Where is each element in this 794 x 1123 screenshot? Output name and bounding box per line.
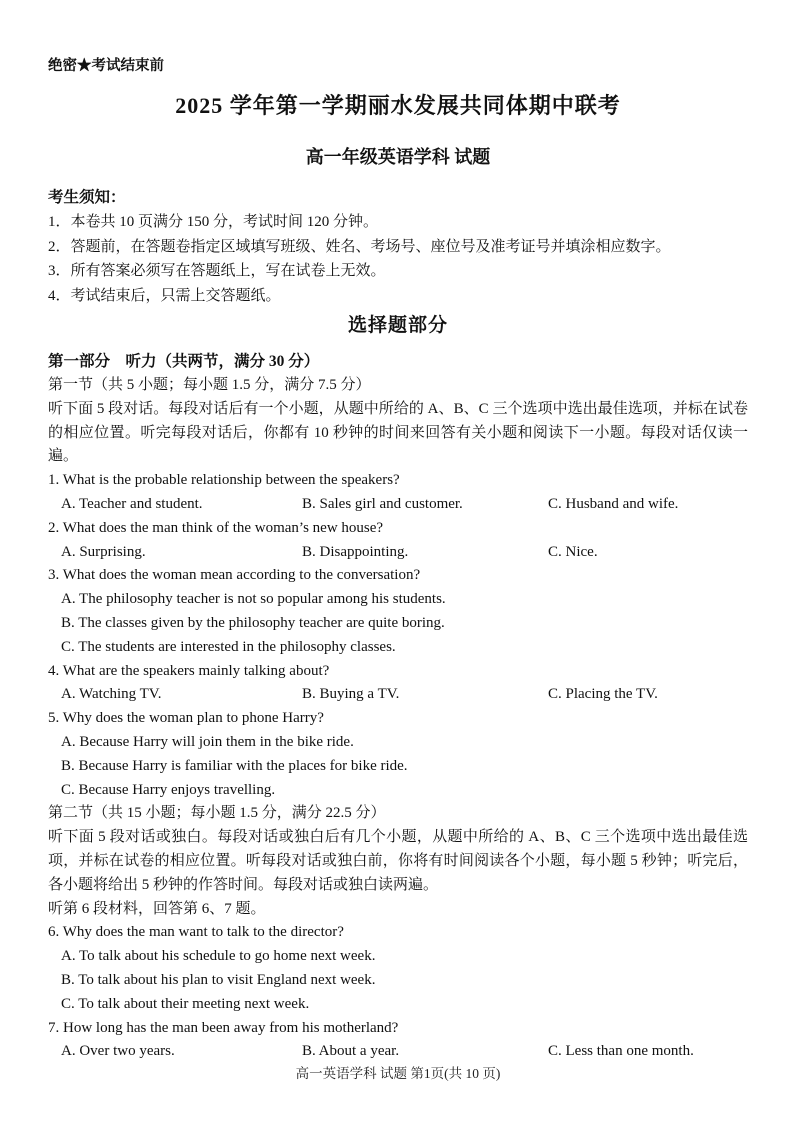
question-1 <box>48 469 748 517</box>
option-b: B. Sales girl and customer. <box>302 495 463 512</box>
option-c: C. Husband and wife. <box>548 495 679 512</box>
exam-title: 2025 学年第一学期丽水发展共同体期中联考 <box>175 93 621 118</box>
question-7 <box>48 1017 748 1065</box>
question-3 <box>48 564 748 659</box>
notice-item: 1．本卷共 10 页满分 150 分，考试时间 120 分钟。 <box>48 214 379 230</box>
page-footer: 高一英语学科 试题 第1页(共 10 页) <box>295 1066 501 1082</box>
option-a: A. To talk about his schedule to go home next week. <box>61 948 376 965</box>
classification-label: 绝密★考试结束前 <box>48 58 164 74</box>
option-c: C. The students are interested in the philosophy classes. <box>61 638 396 655</box>
question-text: 3. What does the woman mean according to the conversation? <box>48 567 421 584</box>
question-6 <box>48 921 748 1016</box>
question-text: 6. Why does the man want to talk to the director? <box>48 924 344 941</box>
notice-list <box>48 210 748 308</box>
option-a: A. Surprising. <box>61 543 146 560</box>
option-b: B. To talk about his plan to visit England next week. <box>61 971 376 988</box>
option-a: A. Teacher and student. <box>61 495 203 512</box>
option-a: A. The philosophy teacher is not so popular among his students. <box>61 591 446 608</box>
option-a: A. Over two years. <box>61 1043 175 1060</box>
section1-instructions: 听下面 5 段对话。每段对话后有一个小题，从题中所给的 A、B、C 三个选项中选出最佳选项，并标在试卷的相应位置。听完每段对话后，你都有 10 秒钟的时间来回答有关小题和阅读下一小题。每段对话仅读一遍。 <box>48 400 748 465</box>
question-text: 4. What are the speakers mainly talking about? <box>48 662 330 679</box>
option-b: B. Disappointing. <box>302 543 409 560</box>
option-a: A. Because Harry will join them in the bike ride. <box>61 733 354 750</box>
options-row <box>61 541 748 565</box>
notice-item: 3．所有答案必须写在答题纸上，写在试卷上无效。 <box>48 263 386 279</box>
part1-heading: 第一部分 听力（共两节，满分 30 分） <box>48 353 320 370</box>
options-row <box>61 493 748 517</box>
options-row <box>61 1040 748 1064</box>
choice-section-heading: 选择题部分 <box>347 315 448 336</box>
option-b: B. The classes given by the philosophy teacher are quite boring. <box>61 614 445 631</box>
option-c: C. Placing the TV. <box>548 686 658 703</box>
material-note: 听第 6 段材料，回答第 6、7 题。 <box>48 900 266 917</box>
options-row <box>61 683 748 707</box>
option-c: C. Because Harry enjoys travelling. <box>61 781 276 798</box>
question-text: 1. What is the probable relationship between the speakers? <box>48 472 400 489</box>
option-b: B. About a year. <box>302 1043 400 1060</box>
notice-item: 2．答题前，在答题卷指定区域填写班级、姓名、考场号、座位号及准考证号并填涂相应数字。 <box>48 238 671 255</box>
exam-subtitle: 高一年级英语学科 试题 <box>305 147 491 167</box>
question-text: 2. What does the man think of the woman’s new house? <box>48 519 384 536</box>
notice-item: 4．考试结束后，只需上交答题纸。 <box>48 287 281 304</box>
question-4 <box>48 660 748 708</box>
question-text: 7. How long has the man been away from his motherland? <box>48 1019 399 1036</box>
option-b: B. Buying a TV. <box>302 686 400 703</box>
option-b: B. Because Harry is familiar with the places for bike ride. <box>61 757 408 774</box>
section2-heading: 第二节（共 15 小题；每小题 1.5 分，满分 22.5 分） <box>48 805 386 822</box>
section2-instructions: 听下面 5 段对话或独白。每段对话或独白后有几个小题，从题中所给的 A、B、C 三个选项中选出最佳选项，并标在试卷的相应位置。听每段对话或独白前，你将有时间阅读各个小题，每小题 5 秒钟；听完后，各小题将给出 5 秒钟的作答时间。每段对话或独白读两遍。 <box>48 829 748 893</box>
question-5 <box>48 707 748 802</box>
question-text: 5. Why does the woman plan to phone Harry? <box>48 710 324 727</box>
section1-heading: 第一节（共 5 小题；每小题 1.5 分，满分 7.5 分） <box>48 377 371 393</box>
option-c: C. To talk about their meeting next week. <box>61 995 310 1012</box>
option-c: C. Nice. <box>548 543 598 560</box>
question-2 <box>48 517 748 565</box>
notice-heading: 考生须知： <box>48 189 126 206</box>
option-c: C. Less than one month. <box>548 1043 694 1060</box>
option-a: A. Watching TV. <box>61 686 162 703</box>
